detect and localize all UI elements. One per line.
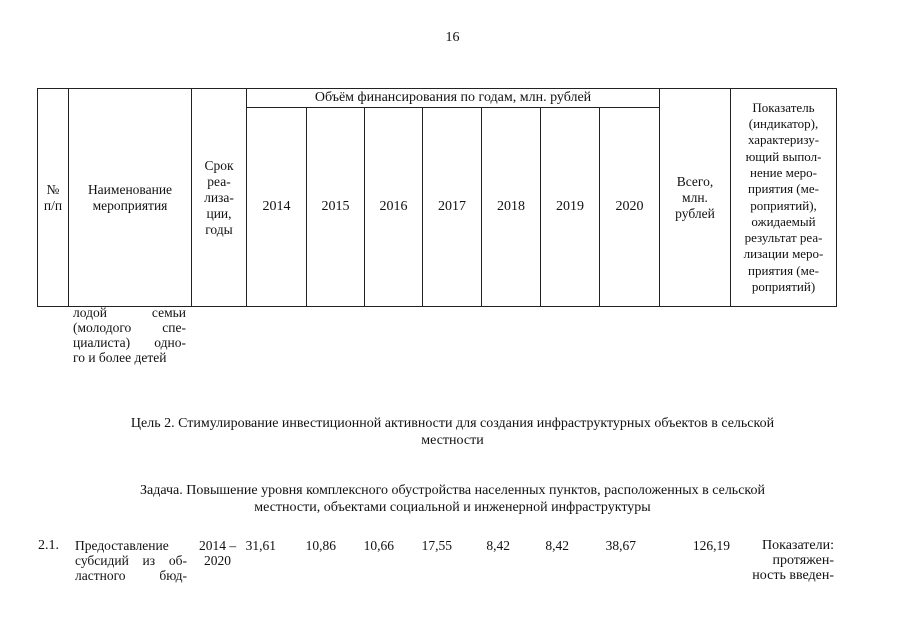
header-year-2016: 2016 xyxy=(365,108,423,307)
header-year-2017: 2017 xyxy=(423,108,482,307)
task-heading: Задача. Повышение уровня комплексного обустройства населенных пунктов, расположенных в сельской местности, объектами социальной и инженерной инфраструктуры xyxy=(140,483,765,515)
value-2015: 10,86 xyxy=(305,538,336,553)
value-2018: 8,42 xyxy=(486,538,510,553)
continuation-text: лодой семьи (молодого спе- циалиста) одно- го и более детей xyxy=(73,305,186,365)
header-funding: Объём финансирования по годам, млн. рублей xyxy=(247,89,660,108)
header-col-total: Всего, млн. рублей xyxy=(660,89,731,307)
funding-table-header xyxy=(37,88,837,307)
row-indicator: Показатели: протяжен- ность введен- xyxy=(752,538,834,583)
row-term: 2014 – 2020 xyxy=(198,538,237,568)
header-col-indicator: Показатель (индикатор), характеризу- ющий выпол- нение меро- приятия (ме- роприятий), ожидаемый результат реа- лизации меро- приятия (ме- роприятий) xyxy=(731,89,837,307)
page-number: 16 xyxy=(445,30,460,45)
value-total: 126,19 xyxy=(692,538,730,553)
row-name: Предоставление субсидий из об- ластного бюд- xyxy=(75,538,187,583)
header-year-2015: 2015 xyxy=(307,108,365,307)
header-year-2019: 2019 xyxy=(541,108,600,307)
header-year-2018: 2018 xyxy=(482,108,541,307)
header-col-term: Срок реа- лиза- ции, годы xyxy=(192,89,247,307)
value-2017: 17,55 xyxy=(421,538,452,553)
row-number: 2.1. xyxy=(38,538,59,553)
header-col-name: Наименование мероприятия xyxy=(69,89,192,307)
header-year-2020: 2020 xyxy=(600,108,660,307)
value-2020: 38,67 xyxy=(605,538,636,553)
goal-heading: Цель 2. Стимулирование инвестиционной активности для создания инфраструктурных объектов в сельской местности xyxy=(130,416,775,448)
value-2014: 31,61 xyxy=(245,538,276,553)
value-2016: 10,66 xyxy=(363,538,394,553)
header-year-2014: 2014 xyxy=(247,108,307,307)
header-col-number: № п/п xyxy=(38,89,69,307)
value-2019: 8,42 xyxy=(545,538,569,553)
